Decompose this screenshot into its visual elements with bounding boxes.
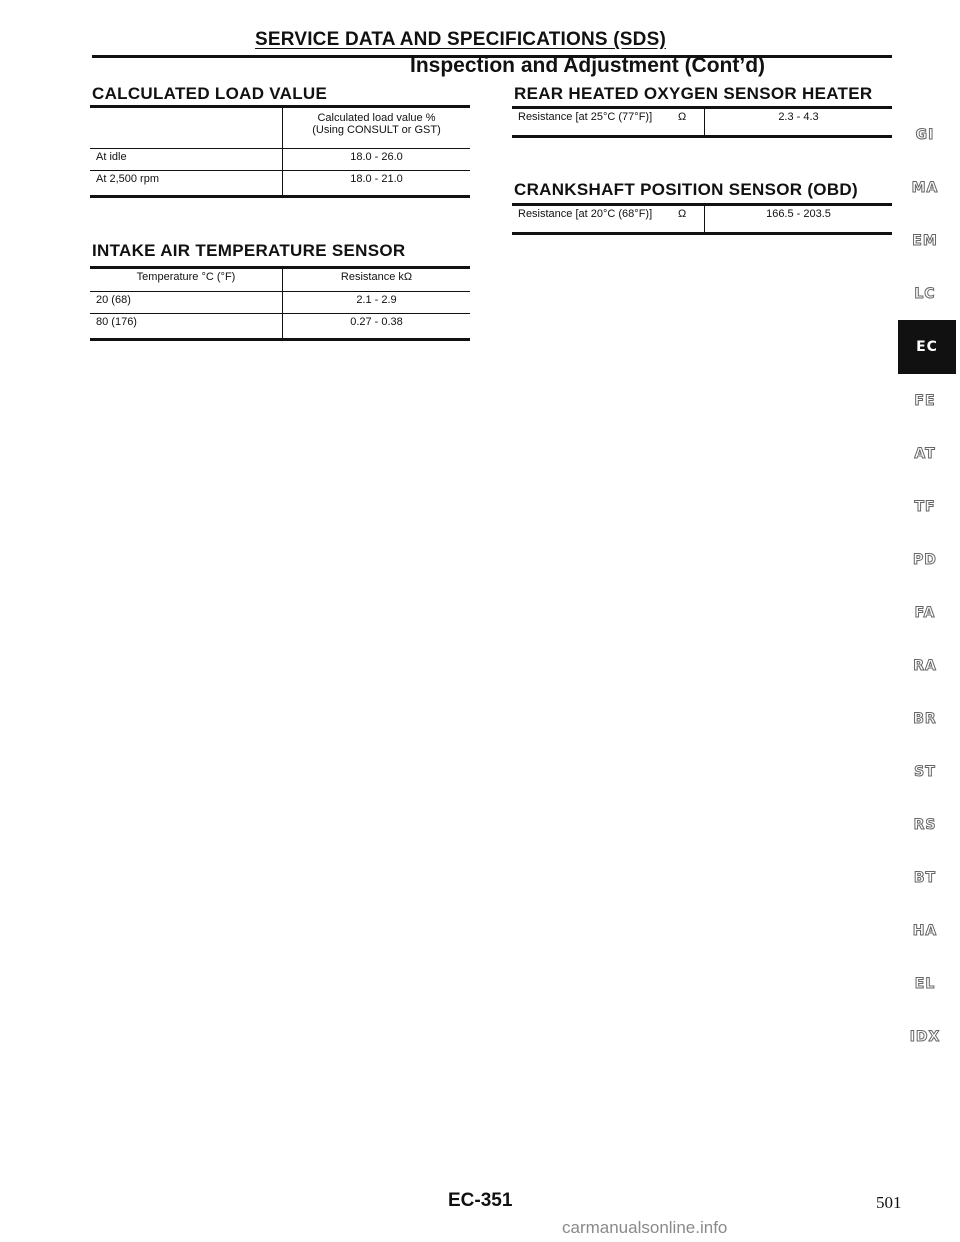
table-row [90, 314, 470, 340]
table-row [90, 171, 470, 197]
tab-ha[interactable]: HA [912, 922, 938, 939]
page-code: EC-351 [448, 1190, 513, 1211]
intake-air-table [90, 266, 470, 341]
page-number: 501 [876, 1193, 902, 1212]
calculated-load-table [90, 105, 470, 198]
row-value: 166.5 - 203.5 [705, 205, 893, 234]
section-title-crankshaft: CRANKSHAFT POSITION SENSOR (OBD) [514, 180, 858, 199]
rear-o2-heater-table [512, 106, 892, 138]
page-title: SERVICE DATA AND SPECIFICATIONS (SDS) [255, 29, 667, 50]
tab-at[interactable]: AT [914, 445, 936, 462]
tab-ec-active[interactable]: EC [898, 320, 956, 374]
watermark: carmanualsonline.info [562, 1218, 728, 1237]
tab-em[interactable]: EM [912, 232, 938, 249]
row-label: At idle [90, 149, 283, 171]
col-header-resistance: Resistance kΩ [283, 268, 471, 292]
table-header-row [90, 107, 470, 149]
row-label: 80 (176) [90, 314, 283, 340]
crankshaft-table [512, 203, 892, 235]
row-unit: Ω [672, 108, 705, 137]
tab-pd[interactable]: PD [913, 551, 937, 568]
table-row [512, 108, 892, 137]
table-row [90, 292, 470, 314]
row-label: Resistance [at 25°C (77°F)] [512, 108, 672, 137]
row-value: 0.27 - 0.38 [283, 314, 471, 340]
section-tab-index [896, 108, 954, 1063]
tab-lc[interactable]: LC [914, 285, 936, 302]
tab-idx[interactable]: IDX [909, 1028, 941, 1045]
table-row [512, 205, 892, 234]
row-value: 2.3 - 4.3 [705, 108, 893, 137]
tab-ma[interactable]: MA [911, 179, 939, 196]
row-value: 18.0 - 21.0 [283, 171, 471, 197]
tab-ra[interactable]: RA [913, 657, 937, 674]
tab-gi[interactable]: GI [915, 126, 935, 143]
tab-fe[interactable]: FE [914, 392, 936, 409]
section-title-calculated-load: CALCULATED LOAD VALUE [92, 84, 328, 103]
tab-tf[interactable]: TF [914, 498, 936, 515]
row-label: Resistance [at 20°C (68°F)] [512, 205, 672, 234]
col-header-temperature: Temperature °C (°F) [90, 268, 283, 292]
page-subtitle: Inspection and Adjustment (Cont’d) [410, 54, 766, 77]
table-row [90, 149, 470, 171]
section-title-intake-air: INTAKE AIR TEMPERATURE SENSOR [92, 241, 406, 260]
row-label: At 2,500 rpm [90, 171, 283, 197]
tab-bt[interactable]: BT [913, 869, 937, 886]
row-value: 18.0 - 26.0 [283, 149, 471, 171]
row-unit: Ω [672, 205, 705, 234]
row-value: 2.1 - 2.9 [283, 292, 471, 314]
tab-el[interactable]: EL [914, 975, 936, 992]
tab-st[interactable]: ST [914, 763, 936, 780]
tab-br[interactable]: BR [913, 710, 937, 727]
section-title-rear-o2-heater: REAR HEATED OXYGEN SENSOR HEATER [514, 84, 873, 103]
header-blank-cell [90, 107, 283, 149]
table-header-row [90, 268, 470, 292]
header-value-cell: Calculated load value % (Using CONSULT or GST) [283, 107, 471, 149]
tab-fa[interactable]: FA [914, 604, 936, 621]
row-label: 20 (68) [90, 292, 283, 314]
tab-rs[interactable]: RS [913, 816, 937, 833]
